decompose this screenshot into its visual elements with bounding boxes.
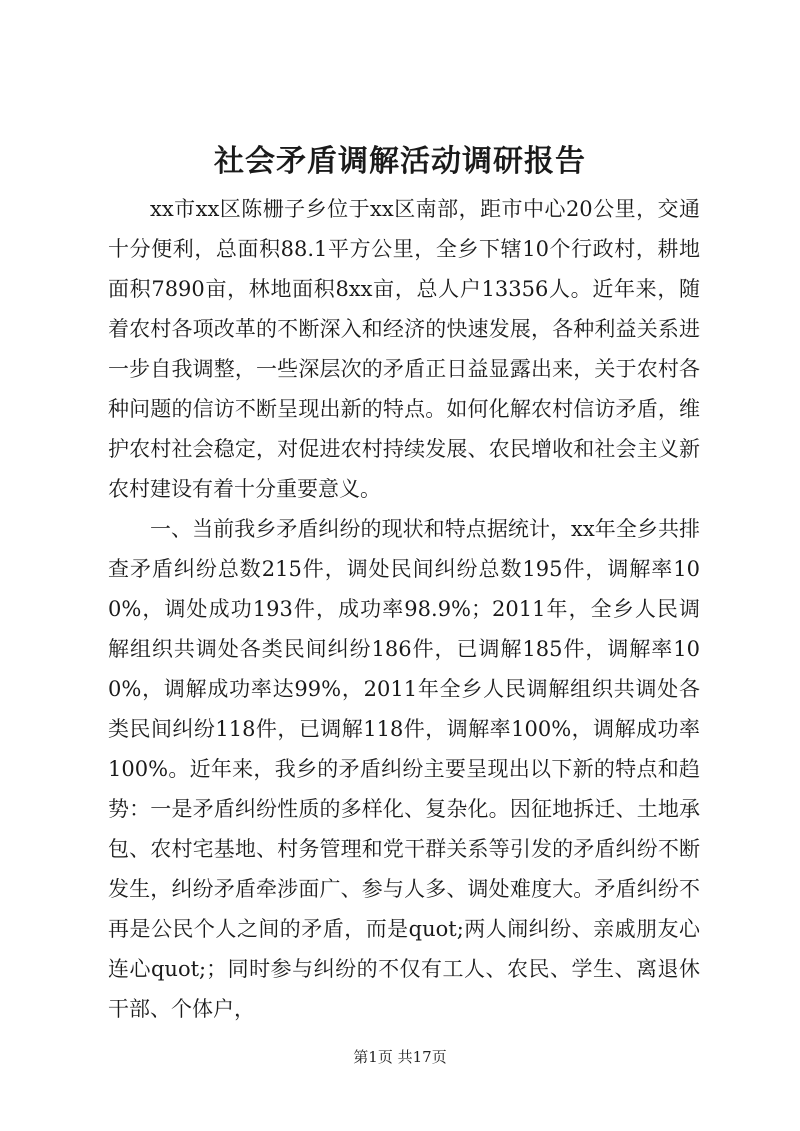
page-title: 社会矛盾调解活动调研报告 [214, 144, 586, 179]
document-body [108, 189, 700, 1029]
paragraph-section-one: 一、当前我乡矛盾纠纷的现状和特点据统计，xx年全乡共排查矛盾纠纷总数215件，调处民间纠纷总数195件，调解率100%，调处成功193件，成功率98.9%；2011年，全乡人民调解组织共调处各类民间纠纷186件，已调解185件，调解率100%，调解成功率达99%，2011年全乡人民调解组织共调处各类民间纠纷118件，已调解118件，调解率100%，调解成功率100%。近年来，我乡的矛盾纠纷主要呈现出以下新的特点和趋势：一是矛盾纠纷性质的多样化、复杂化。因征地拆迁、土地承包、农村宅基地、村务管理和党干群关系等引发的矛盾纠纷不断发生，纠纷矛盾牵涉面广、参与人多、调处难度大。矛盾纠纷不再是公民个人之间的矛盾，而是quot;两人闹纠纷、亲戚朋友心连心quot;；同时参与纠纷的不仅有工人、农民、学生、离退休干部、个体户， [108, 517, 700, 1021]
page-number-footer: 第1页 共17页 [353, 1048, 447, 1066]
paragraph-intro: xx市xx区陈栅子乡位于xx区南部，距市中心20公里，交通十分便利，总面积88.1平方公里，全乡下辖10个行政村，耕地面积7890亩，林地面积8xx亩，总人户13356人。近年来，随着农村各项改革的不断深入和经济的快速发展，各种利益关系进一步自我调整，一些深层次的矛盾正日益显露出来，关于农村各种问题的信访不断呈现出新的特点。如何化解农村信访矛盾，维护农村社会稳定，对促进农村持续发展、农民增收和社会主义新农村建设有着十分重要意义。 [108, 197, 700, 501]
